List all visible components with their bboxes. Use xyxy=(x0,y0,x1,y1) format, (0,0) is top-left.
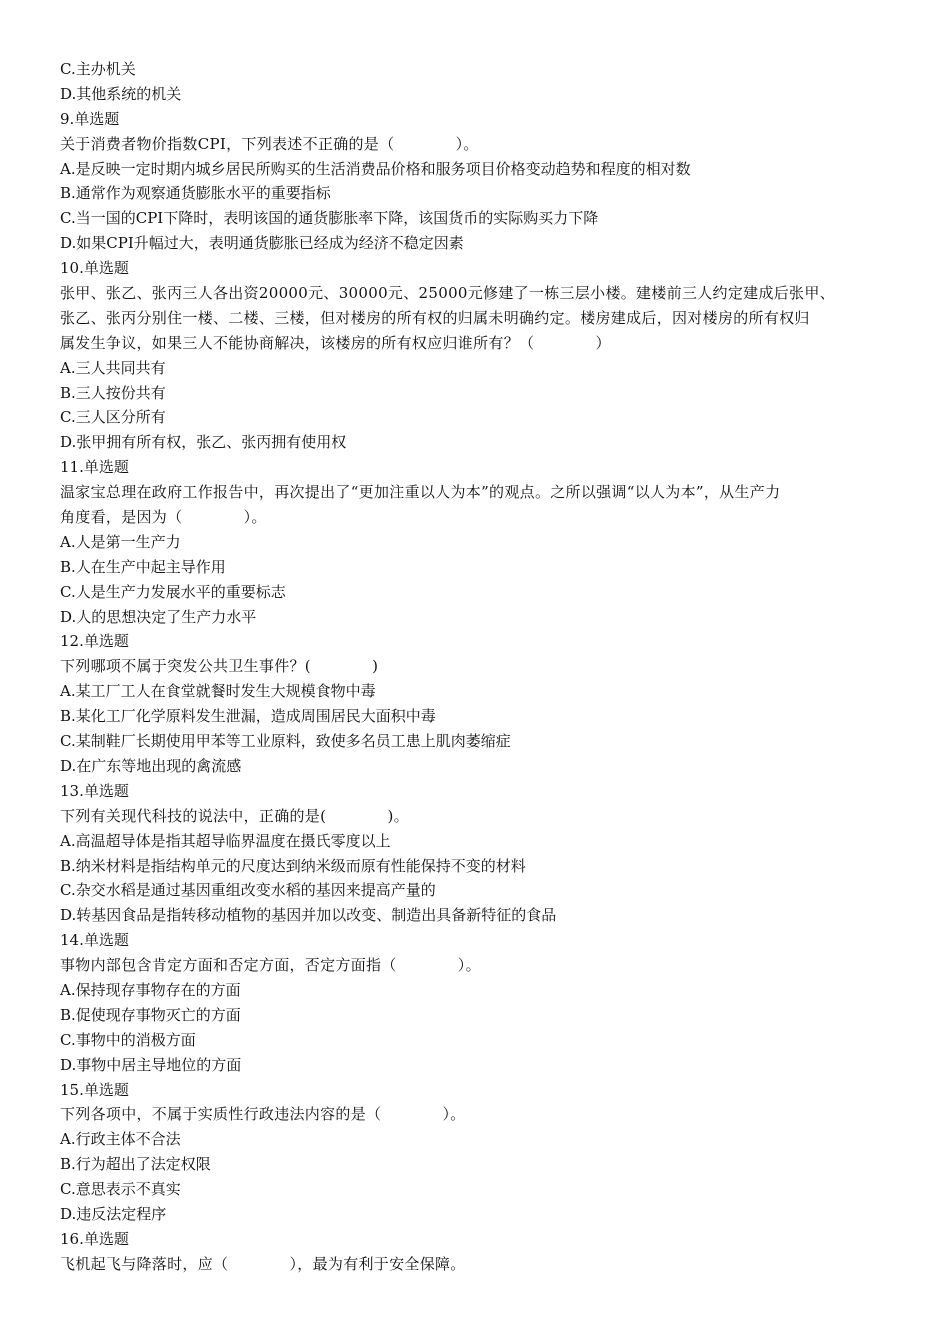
question-stem: 飞机起飞与降落时，应（ ），最为有利于安全保障。 xyxy=(60,1254,466,1273)
option: D.在广东等地出现的禽流感 xyxy=(60,756,242,775)
option: A.保持现存事物存在的方面 xyxy=(60,980,241,999)
option: D.人的思想决定了生产力水平 xyxy=(60,607,257,626)
option: C.意思表示不真实 xyxy=(60,1180,181,1199)
question-header: 14.单选题 xyxy=(60,931,129,950)
option: B.三人按份共有 xyxy=(60,383,166,402)
question-stem: 事物内部包含肯定方面和否定方面，否定方面指（ ）。 xyxy=(60,956,481,975)
option: D.其他系统的机关 xyxy=(60,84,182,103)
option: C.三人区分所有 xyxy=(60,408,166,427)
question-block xyxy=(60,256,890,455)
question-stem: 张乙、张丙分别住一楼、二楼、三楼，但对楼房的所有权的归属未明确约定。楼房建成后，因对楼房的所有权归 xyxy=(60,308,810,327)
question-stem: 温家宝总理在政府工作报告中，再次提出了“更加注重以人为本”的观点。之所以强调“以人为本”，从生产力 xyxy=(60,483,781,502)
question-list xyxy=(60,107,890,1277)
option: C.主办机关 xyxy=(60,60,136,78)
option: A.某工厂工人在食堂就餐时发生大规模食物中毒 xyxy=(60,682,376,701)
question-header: 10.单选题 xyxy=(60,259,129,278)
option: B.行为超出了法定权限 xyxy=(60,1155,211,1174)
option: A.人是第一生产力 xyxy=(60,532,181,551)
option: D.事物中居主导地位的方面 xyxy=(60,1055,242,1074)
option: B.人在生产中起主导作用 xyxy=(60,557,226,576)
question-stem: 张甲、张乙、张丙三人各出资20000元、30000元、25000元修建了一栋三层小楼。建楼前三人约定建成后张甲、 xyxy=(60,284,835,303)
question-stem: 关于消费者物价指数CPI，下列表述不正确的是（ ）。 xyxy=(60,134,479,153)
option: C.某制鞋厂长期使用甲苯等工业原料，致使多名员工患上肌肉萎缩症 xyxy=(60,732,511,751)
question-header: 11.单选题 xyxy=(60,458,129,477)
option: B.促使现存事物灭亡的方面 xyxy=(60,1005,241,1024)
option: A.高温超导体是指其超导临界温度在摄氏零度以上 xyxy=(60,831,391,850)
question-block xyxy=(60,455,890,629)
option: D.如果CPI升幅过大，表明通货膨胀已经成为经济不稳定因素 xyxy=(60,234,464,253)
question-stem: 下列哪项不属于突发公共卫生事件？( ) xyxy=(60,657,379,676)
question-block xyxy=(60,629,890,778)
option: D.张甲拥有所有权，张乙、张丙拥有使用权 xyxy=(60,433,347,452)
option: B.某化工厂化学原料发生泄漏，造成周围居民大面积中毒 xyxy=(60,707,436,726)
question-stem: 角度看，是因为（ ）。 xyxy=(60,508,267,527)
option: B.通常作为观察通货膨胀水平的重要指标 xyxy=(60,184,331,203)
question-header: 16.单选题 xyxy=(60,1229,129,1248)
question-block xyxy=(60,1227,890,1277)
question-block xyxy=(60,107,890,256)
question-header: 15.单选题 xyxy=(60,1080,129,1099)
question-stem: 下列各项中，不属于实质性行政违法内容的是（ ）。 xyxy=(60,1105,466,1124)
option: C.人是生产力发展水平的重要标志 xyxy=(60,582,286,601)
option: A.三人共同共有 xyxy=(60,358,166,377)
option: C.当一国的CPI下降时，表明该国的通货膨胀率下降，该国货币的实际购买力下降 xyxy=(60,209,599,228)
option: C.杂交水稻是通过基因重组改变水稻的基因来提高产量的 xyxy=(60,881,436,900)
question-header: 9.单选题 xyxy=(60,109,120,128)
option: D.违反法定程序 xyxy=(60,1204,167,1223)
question-stem: 属发生争议，如果三人不能协商解决，该楼房的所有权应归谁所有？（ ） xyxy=(60,333,611,352)
option: C.事物中的消极方面 xyxy=(60,1030,196,1049)
question-header: 12.单选题 xyxy=(60,632,129,651)
question-header: 13.单选题 xyxy=(60,781,129,800)
previous-question-options xyxy=(60,57,890,107)
option: D.转基因食品是指转移动植物的基因并加以改变、制造出具备新特征的食品 xyxy=(60,906,557,925)
question-block xyxy=(60,928,890,1077)
option: A.是反映一定时期内城乡居民所购买的生活消费品价格和服务项目价格变动趋势和程度的相对数 xyxy=(60,159,691,178)
question-block xyxy=(60,779,890,928)
option: A.行政主体不合法 xyxy=(60,1130,181,1149)
question-stem: 下列有关现代科技的说法中，正确的是( )。 xyxy=(60,806,409,825)
option: B.纳米材料是指结构单元的尺度达到纳米级而原有性能保持不变的材料 xyxy=(60,856,526,875)
exam-page xyxy=(60,57,890,1277)
question-block xyxy=(60,1078,890,1227)
